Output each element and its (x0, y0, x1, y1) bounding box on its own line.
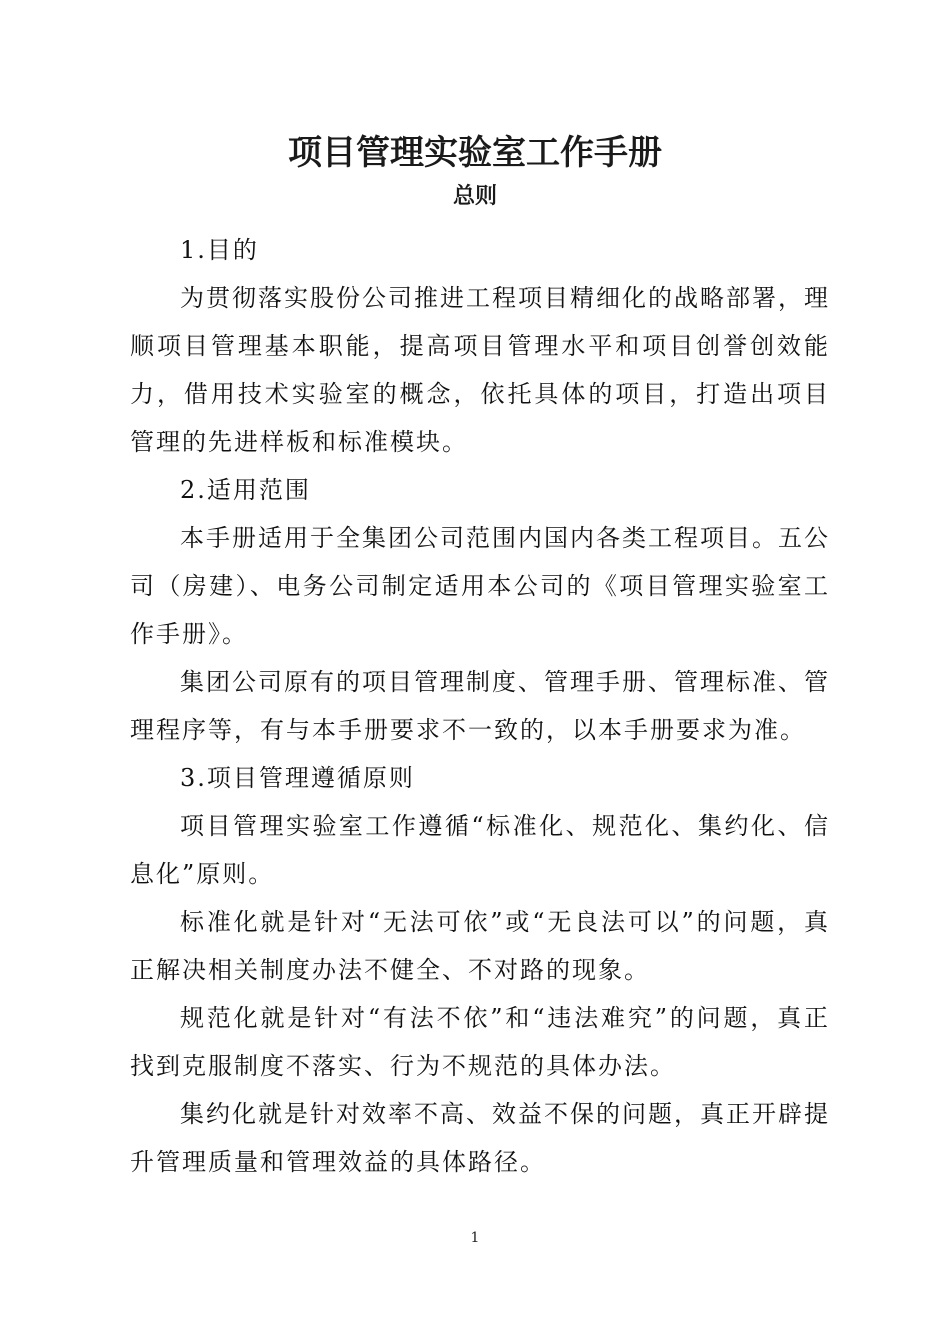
page-number: 1 (470, 1230, 480, 1246)
document-title: 项目管理实验室工作手册 (288, 133, 662, 173)
paragraph: 项目管理实验室工作遵循“标准化、规范化、集约化、信息化”原则。 (130, 812, 830, 888)
document-body (130, 226, 830, 1186)
paragraph: 集约化就是针对效率不高、效益不保的问题，真正开辟提升管理质量和管理效益的具体路径。 (130, 1100, 830, 1176)
paragraph: 为贯彻落实股份公司推进工程项目精细化的战略部署，理顺项目管理基本职能，提高项目管理水平和项目创誉创效能力，借用技术实验室的概念，依托具体的项目，打造出项目管理的先进样板和标准模块。 (130, 284, 830, 456)
section-heading-scope: 2.适用范围 (180, 476, 311, 504)
document-subtitle: 总则 (452, 184, 497, 209)
paragraph: 本手册适用于全集团公司范围内国内各类工程项目。五公司（房建）、电务公司制定适用本公司的《项目管理实验室工作手册》。 (130, 524, 830, 648)
paragraph: 集团公司原有的项目管理制度、管理手册、管理标准、管理程序等，有与本手册要求不一致的，以本手册要求为准。 (130, 668, 830, 744)
paragraph: 规范化就是针对“有法不依”和“违法难究”的问题，真正找到克服制度不落实、行为不规范的具体办法。 (130, 1004, 830, 1080)
section-heading-principles: 3.项目管理遵循原则 (180, 764, 415, 792)
paragraph: 标准化就是针对“无法可依”或“无良法可以”的问题，真正解决相关制度办法不健全、不对路的现象。 (130, 908, 830, 984)
section-heading-purpose: 1.目的 (180, 236, 259, 264)
